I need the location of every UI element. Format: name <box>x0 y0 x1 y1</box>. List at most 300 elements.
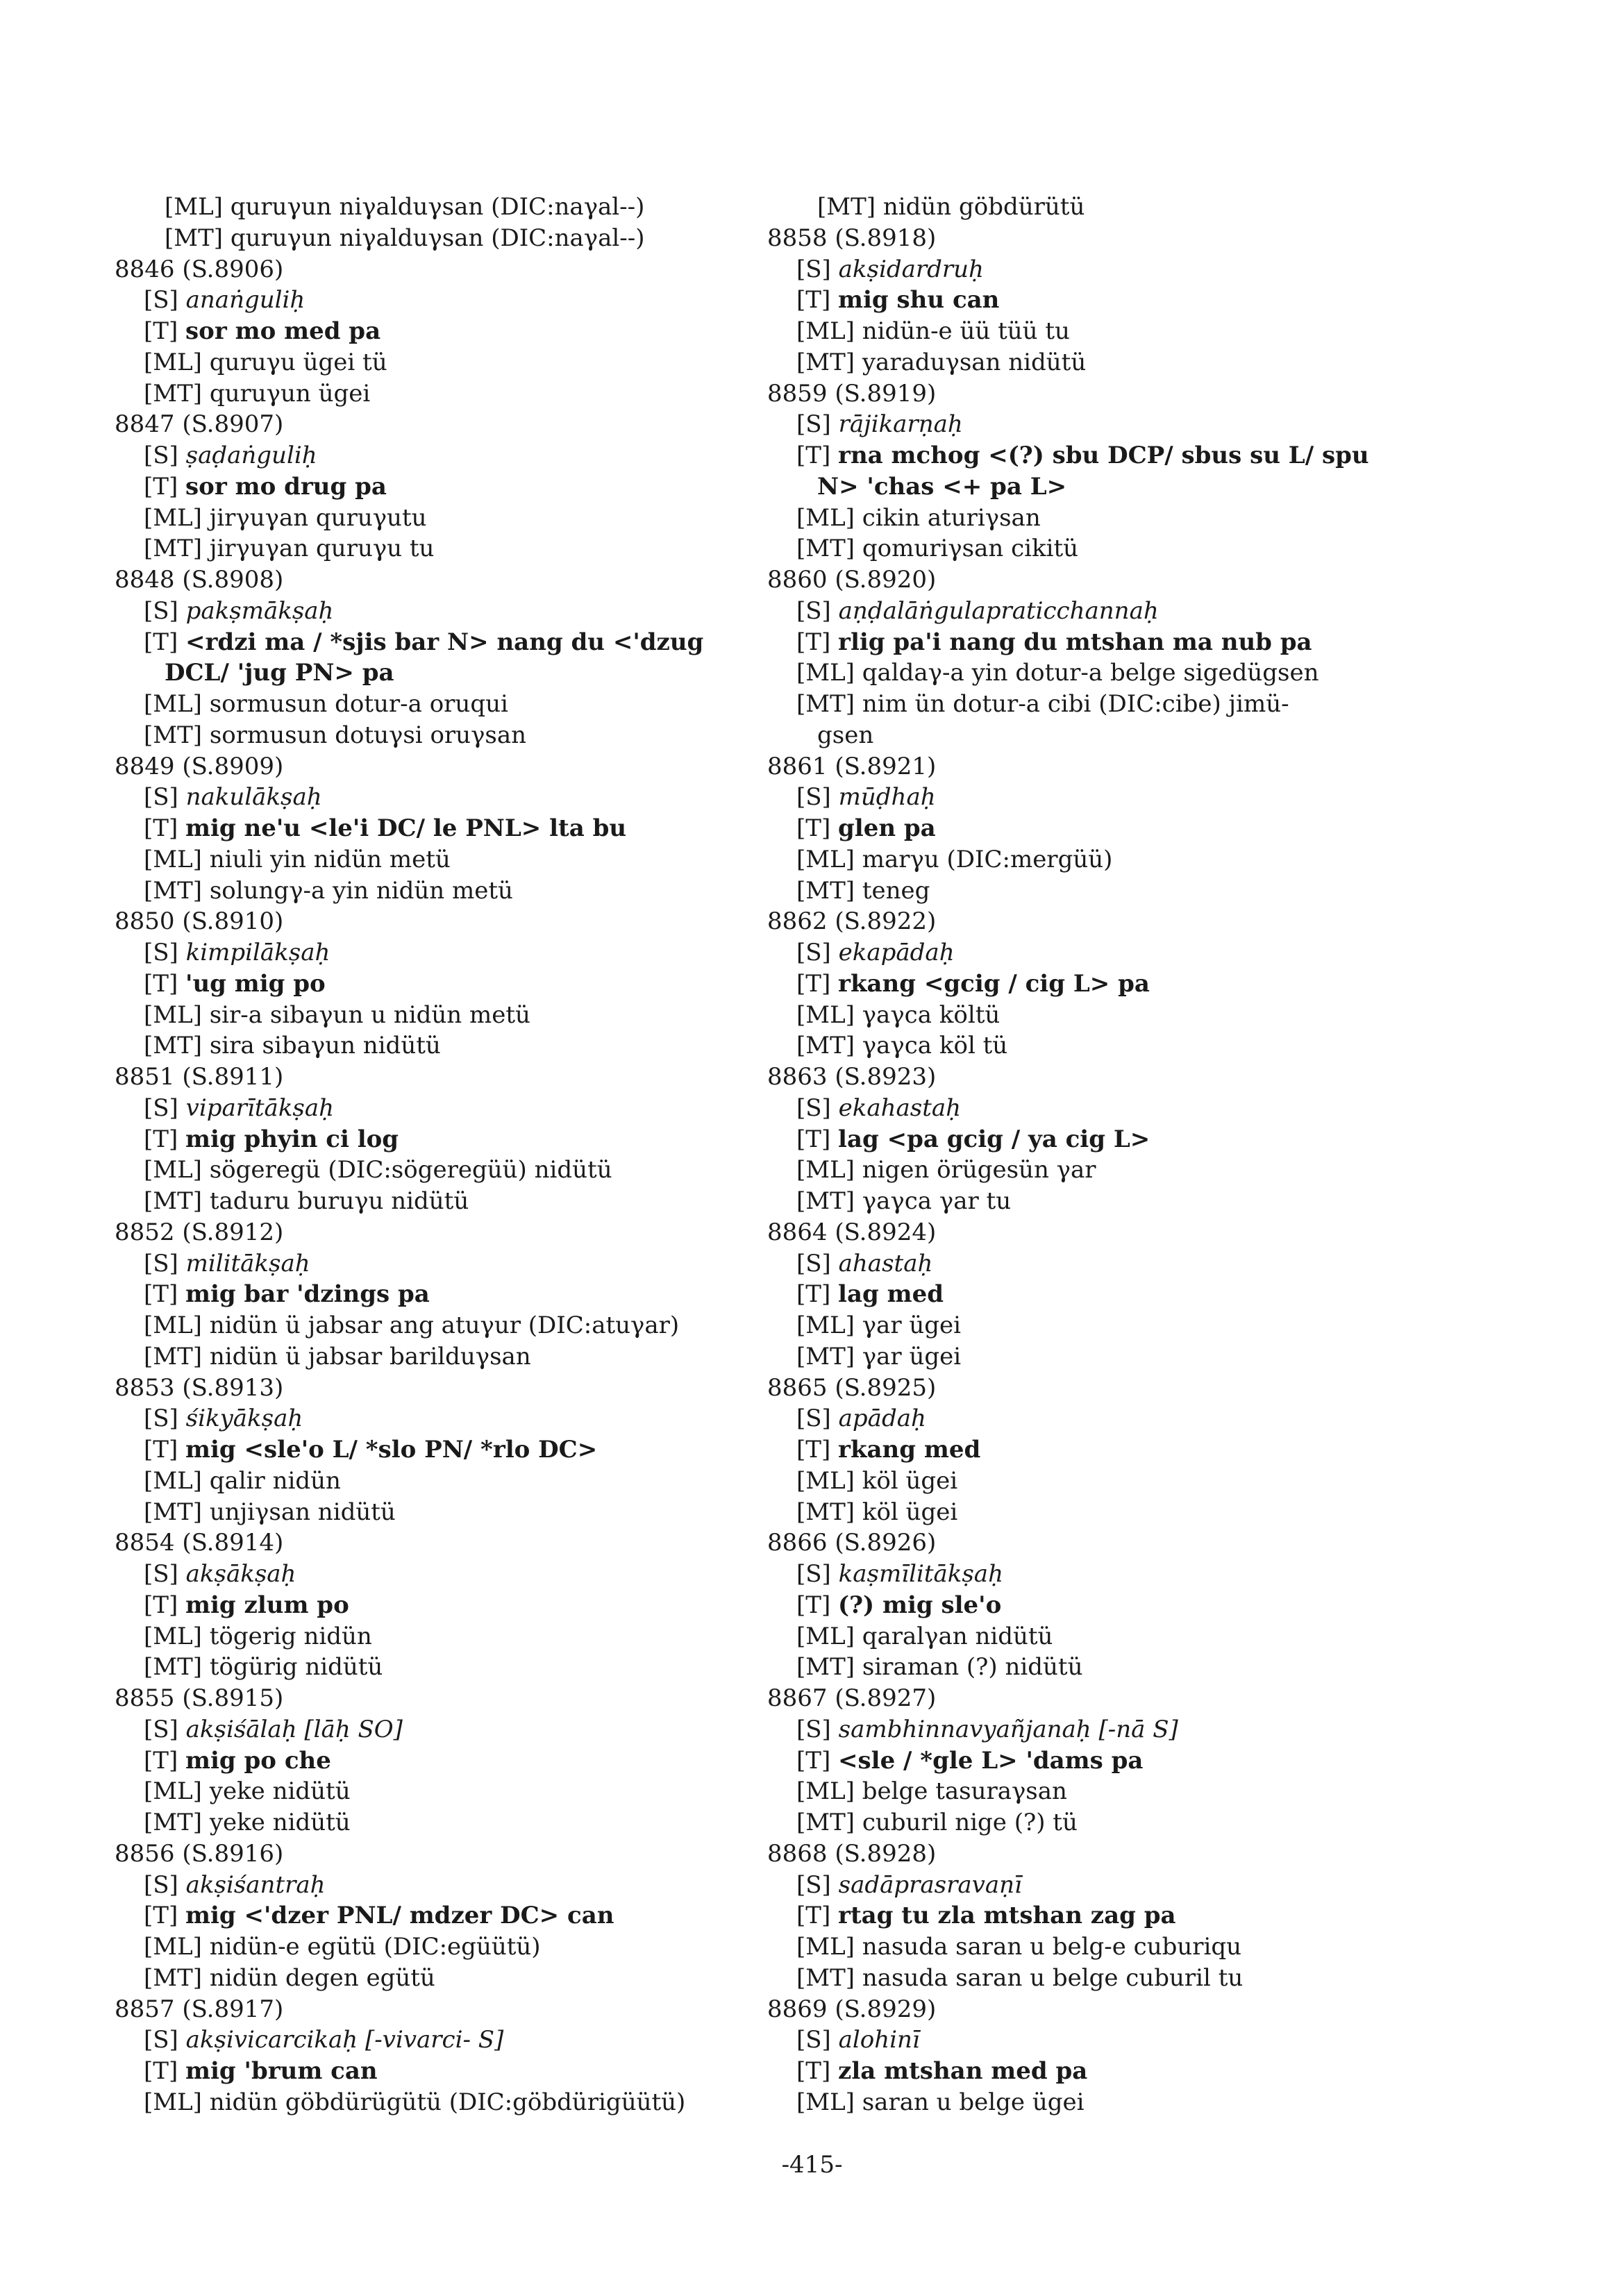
entry-number <box>108 1373 760 1404</box>
entry-text: mūḍhaḥ <box>838 783 936 812</box>
language-tag: [MT] <box>796 1809 855 1836</box>
entry-number <box>108 1683 760 1714</box>
entry-text: 8851 (S.8911) <box>115 1063 284 1091</box>
entry-text: viparītākṣaḥ <box>185 1093 335 1122</box>
language-tag: [ML] <box>144 1933 202 1961</box>
entry-text: mig zlum po <box>185 1591 349 1619</box>
language-tag: [S] <box>796 1249 831 1277</box>
language-tag: [T] <box>796 1125 831 1153</box>
entry-text: kimpilākṣaḥ <box>185 939 330 966</box>
language-tag: [S] <box>144 2026 178 2054</box>
language-tag: [ML] <box>144 348 202 376</box>
language-tag: [MT] <box>796 1032 855 1060</box>
entry-line <box>108 1466 760 1497</box>
entry-line <box>760 1248 1413 1280</box>
entry-text: pakṣmākṣaḥ <box>185 596 334 625</box>
entry-number <box>760 1683 1413 1714</box>
language-tag: [ML] <box>796 1622 855 1650</box>
language-tag: [T] <box>796 1591 831 1619</box>
entry-line <box>108 1652 760 1683</box>
entry-text: 8858 (S.8918) <box>767 224 937 252</box>
entry-text: 8854 (S.8914) <box>115 1529 284 1557</box>
entry-text: 8848 (S.8908) <box>115 566 284 594</box>
language-tag: [ML] <box>144 845 202 873</box>
language-tag: [S] <box>796 1560 831 1588</box>
entry-number <box>108 409 760 440</box>
entry-text: 8860 (S.8920) <box>767 566 937 594</box>
entry-line <box>760 2087 1413 2118</box>
entry-text: ekahastaḥ <box>838 1093 962 1122</box>
entry-line <box>760 1279 1413 1310</box>
language-tag: [S] <box>796 1093 831 1122</box>
language-tag: [T] <box>144 1436 178 1464</box>
language-tag: [ML] <box>796 1466 855 1495</box>
entry-text: <sle / *gle L> 'dams pa <box>838 1746 1144 1775</box>
entry-line <box>760 1963 1413 1994</box>
entry-text: kaṣmīlitākṣaḥ <box>838 1560 1003 1588</box>
language-tag: [ML] <box>144 1312 202 1339</box>
language-tag: [T] <box>144 1746 178 1775</box>
language-tag: [MT] <box>796 348 855 376</box>
entry-text: nidün ü jabsar barilduγsan <box>209 1342 531 1371</box>
entry-number <box>108 1527 760 1559</box>
entry-number <box>760 1373 1413 1404</box>
entry-text: nasuda saran u belg-e cuburiqu <box>862 1933 1242 1961</box>
language-tag: [T] <box>796 286 831 315</box>
entry-line <box>108 720 760 751</box>
entry-text: tögürig nidütü <box>209 1653 383 1682</box>
language-tag: [T] <box>796 1436 831 1464</box>
entry-line <box>760 409 1413 440</box>
language-tag: [MT] <box>796 1342 855 1371</box>
entry-text: akṣiśālaḥ [lāḥ SO] <box>185 1715 403 1743</box>
entry-text: jirγuγan quruγu tu <box>209 535 435 563</box>
entry-text: cikin aturiγsan <box>862 503 1041 532</box>
entry-text: sambhinnavyañjanaḥ [-nā S] <box>838 1715 1178 1743</box>
entry-line <box>760 969 1413 1000</box>
entry-line <box>108 2087 760 2118</box>
entry-text: 8866 (S.8926) <box>767 1529 937 1557</box>
entry-line <box>108 1030 760 1062</box>
entry-line <box>760 1870 1413 1901</box>
entry-text: mig phyin ci log <box>185 1125 399 1153</box>
entry-line <box>760 813 1413 844</box>
language-tag: [ML] <box>144 503 202 532</box>
language-tag: [T] <box>144 1280 178 1309</box>
language-tag: [T] <box>796 1902 831 1930</box>
entry-text: mig <sle'o L/ *slo PN/ *rlo DC> <box>185 1436 598 1464</box>
entry-line <box>108 1745 760 1777</box>
entry-line <box>108 1932 760 1963</box>
entry-text: sormusun dotur-a oruqui <box>209 690 508 718</box>
entry-text: köl ügei <box>862 1466 958 1495</box>
entry-line <box>760 1403 1413 1434</box>
language-tag: [ML] <box>796 1777 855 1806</box>
entry-text: γar ügei <box>862 1312 962 1339</box>
entry-line <box>760 1310 1413 1341</box>
language-tag: [ML] <box>796 2088 855 2116</box>
entry-number <box>760 751 1413 782</box>
entry-text: γar ügei <box>862 1342 962 1371</box>
language-tag: [S] <box>144 596 178 625</box>
entry-text: 'ug mig po <box>185 969 326 998</box>
entry-text: solungγ-a yin nidün metü <box>209 876 513 905</box>
language-tag: [ML] <box>796 1000 855 1029</box>
entry-number <box>108 1217 760 1248</box>
entry-line <box>760 1559 1413 1590</box>
language-tag: [S] <box>796 1405 831 1433</box>
language-tag: [MT] <box>796 876 855 905</box>
language-tag: [T] <box>144 1591 178 1619</box>
entry-line <box>108 1900 760 1932</box>
entry-text: anaṅguliḥ <box>185 286 305 315</box>
entry-continuation <box>760 471 1413 503</box>
language-tag: [S] <box>796 1870 831 1899</box>
entry-number <box>760 1994 1413 2025</box>
language-tag: [ML] <box>796 317 855 345</box>
language-tag: [T] <box>144 1125 178 1153</box>
entry-text: 8849 (S.8909) <box>115 752 284 780</box>
entry-line <box>108 503 760 534</box>
entry-text: sögeregü (DIC:sögeregüü) nidütü <box>209 1156 612 1184</box>
language-tag: [ML] <box>144 1466 202 1495</box>
entry-text: mig bar 'dzings pa <box>185 1280 430 1309</box>
entry-number <box>108 906 760 937</box>
language-tag: [ML] <box>144 1156 202 1184</box>
entry-line <box>108 596 760 627</box>
language-tag: [ML] <box>796 1312 855 1339</box>
entry-line <box>108 1497 760 1528</box>
entry-continuation <box>760 720 1413 751</box>
language-tag: [ML] <box>796 845 855 873</box>
entry-line <box>760 316 1413 347</box>
entry-line <box>108 1807 760 1838</box>
language-tag: [S] <box>144 783 178 812</box>
entry-continuation <box>760 192 1413 223</box>
entry-line <box>108 2025 760 2056</box>
language-tag: [MT] <box>144 1963 203 1992</box>
language-tag: [S] <box>144 1870 178 1899</box>
page-number: -415- <box>781 2151 843 2179</box>
entry-line <box>108 627 760 658</box>
entry-line <box>108 1000 760 1031</box>
language-tag: [S] <box>144 286 178 315</box>
entry-text: quruγun ügei <box>209 379 371 408</box>
language-tag: [S] <box>796 410 831 439</box>
entry-text: 8865 (S.8925) <box>767 1373 937 1402</box>
entry-text: [MT] quruγun niγalduγsan (DIC:naγal--) <box>165 224 645 252</box>
language-tag: [MT] <box>796 1187 855 1215</box>
language-tag: [S] <box>144 1560 178 1588</box>
entry-text: nidün göbdürügütü (DIC:göbdürigüütü) <box>209 2088 686 2116</box>
entry-text: qaldaγ-a yin dotur-a belge sigedügsen <box>862 659 1319 687</box>
entry-line <box>108 1279 760 1310</box>
entry-line <box>760 627 1413 658</box>
entry-line <box>108 1124 760 1155</box>
entry-text: mig po che <box>185 1746 331 1775</box>
entry-text: nidün-e egütü (DIC:egüütü) <box>209 1933 541 1961</box>
entry-text: sormusun dotuγsi oruγsan <box>209 721 527 749</box>
entry-text: 8859 (S.8919) <box>767 379 937 408</box>
entry-line <box>760 440 1413 471</box>
language-tag: [MT] <box>796 535 855 563</box>
entry-line <box>760 1186 1413 1217</box>
entry-line <box>760 1030 1413 1062</box>
entry-text: unjiγsan nidütü <box>209 1498 396 1526</box>
entry-text: nakulākṣaḥ <box>185 783 322 812</box>
entry-text: sor mo drug pa <box>185 472 387 501</box>
entry-line <box>760 347 1413 378</box>
entry-line <box>108 1434 760 1466</box>
entry-number <box>760 564 1413 596</box>
entry-text: rna mchog <(?) sbu DCP/ sbus su L/ spu <box>838 442 1369 469</box>
language-tag: [S] <box>144 939 178 966</box>
entry-line <box>108 844 760 875</box>
entry-text: tögerig nidün <box>209 1622 372 1650</box>
entry-text: mig <'dzer PNL/ mdzer DC> can <box>185 1902 614 1930</box>
entry-line <box>108 471 760 503</box>
entry-text: jirγuγan quruγutu <box>209 503 427 532</box>
entry-line <box>108 1093 760 1124</box>
entry-text: N> 'chas <+ pa L> <box>817 472 1067 501</box>
entry-line <box>760 1621 1413 1652</box>
entry-text: akṣivicarcikaḥ [-vivarci- S] <box>185 2026 504 2054</box>
entry-text: ahastaḥ <box>838 1249 933 1277</box>
entry-text: sor mo med pa <box>185 317 381 345</box>
entry-line <box>760 1745 1413 1777</box>
language-tag: [T] <box>144 628 178 656</box>
entry-line <box>108 378 760 410</box>
entry-line <box>760 533 1413 564</box>
entry-text: 8862 (S.8922) <box>767 907 937 936</box>
entry-text: glen pa <box>838 814 936 842</box>
language-tag: [MT] <box>144 535 203 563</box>
language-tag: [T] <box>796 969 831 998</box>
entry-line <box>760 1900 1413 1932</box>
language-tag: [T] <box>144 2057 178 2085</box>
entry-line <box>108 1963 760 1994</box>
entry-text: yeke nidütü <box>209 1809 351 1836</box>
language-tag: [T] <box>796 2057 831 2085</box>
entry-line <box>108 1186 760 1217</box>
entry-text: 8852 (S.8912) <box>115 1218 284 1246</box>
entry-line <box>760 2056 1413 2087</box>
entry-text: nidün-e üü tüü tu <box>862 317 1070 345</box>
entry-text: qomuriγsan cikitü <box>862 535 1079 563</box>
entry-text: apādaḥ <box>838 1405 926 1433</box>
entry-text: 8853 (S.8913) <box>115 1373 284 1402</box>
language-tag: [ML] <box>796 1156 855 1184</box>
entry-text: 8855 (S.8915) <box>115 1684 284 1712</box>
entry-number <box>760 1217 1413 1248</box>
entry-text: ṣaḍaṅguliḥ <box>185 442 317 469</box>
language-tag: [MT] <box>144 1498 203 1526</box>
entry-text: cuburil nige (?) tü <box>862 1809 1078 1836</box>
entry-text: saran u belge ügei <box>862 2088 1085 2116</box>
entry-line <box>108 1341 760 1373</box>
language-tag: [MT] <box>144 721 203 749</box>
entry-text: teneg <box>862 876 930 905</box>
entry-line <box>760 1932 1413 1963</box>
language-tag: [S] <box>144 1405 178 1433</box>
language-tag: [S] <box>796 1715 831 1743</box>
entry-text: qalir nidün <box>209 1466 341 1495</box>
left-column <box>108 192 760 2118</box>
entry-line <box>108 782 760 813</box>
entry-line <box>760 503 1413 534</box>
entry-text: 8864 (S.8924) <box>767 1218 937 1246</box>
entry-text: qaralγan nidütü <box>862 1622 1053 1650</box>
entry-text: akṣidardruḥ <box>838 255 984 283</box>
entry-line <box>108 285 760 316</box>
entry-text: sadāprasravaṇī <box>838 1870 1022 1899</box>
entry-text: 8850 (S.8910) <box>115 907 284 936</box>
entry-line <box>760 937 1413 969</box>
entry-number <box>108 1994 760 2025</box>
entry-text: militākṣaḥ <box>185 1249 310 1277</box>
entry-text: quruγu ügei tü <box>209 348 387 376</box>
entry-line <box>108 1248 760 1280</box>
entry-number <box>760 1062 1413 1093</box>
entry-line <box>760 1341 1413 1373</box>
entry-text: marγu (DIC:mergüü) <box>862 845 1113 873</box>
entry-text: [MT] nidün göbdürütü <box>817 193 1085 221</box>
entry-text: śikyākṣaḥ <box>185 1405 303 1433</box>
language-tag: [ML] <box>796 1933 855 1961</box>
entry-text: mig shu can <box>838 286 1000 315</box>
entry-text: rkang <gcig / cig L> pa <box>838 969 1150 998</box>
entry-number <box>108 254 760 285</box>
entry-text: köl ügei <box>862 1498 958 1526</box>
entry-line <box>108 937 760 969</box>
language-tag: [MT] <box>144 379 203 408</box>
language-tag: [MT] <box>144 1187 203 1215</box>
language-tag: [ML] <box>144 2088 202 2116</box>
entry-text: DCL/ 'jug PN> pa <box>165 659 394 687</box>
entry-line <box>760 1155 1413 1186</box>
entry-text: (?) mig sle'o <box>838 1591 1002 1619</box>
entry-line <box>108 533 760 564</box>
entry-line <box>760 2025 1413 2056</box>
language-tag: [S] <box>144 442 178 469</box>
entry-line <box>108 347 760 378</box>
entry-text: zla mtshan med pa <box>838 2057 1088 2085</box>
entry-text: belge tasuraγsan <box>862 1777 1067 1806</box>
entry-text: 8847 (S.8907) <box>115 410 284 439</box>
entry-number <box>108 1062 760 1093</box>
language-tag: [T] <box>796 814 831 842</box>
entry-text: rkang med <box>838 1436 981 1464</box>
entry-line <box>760 875 1413 907</box>
entry-number <box>108 1838 760 1870</box>
entry-line <box>760 285 1413 316</box>
entry-line <box>760 1807 1413 1838</box>
entry-line <box>760 1093 1413 1124</box>
entry-text: 8846 (S.8906) <box>115 255 284 283</box>
entry-text: nim ün dotur-a cibi (DIC:cibe) jimü- <box>862 690 1289 718</box>
entry-line <box>760 1124 1413 1155</box>
entry-number <box>760 1527 1413 1559</box>
entry-text: siraman (?) nidütü <box>862 1653 1083 1682</box>
language-tag: [S] <box>144 1249 178 1277</box>
entry-text: γaγca γar tu <box>862 1187 1012 1215</box>
entry-continuation <box>108 657 760 689</box>
entry-text: mig ne'u <le'i DC/ le PNL> lta bu <box>185 814 627 842</box>
entry-line <box>108 316 760 347</box>
language-tag: [T] <box>144 317 178 345</box>
entry-line <box>108 1559 760 1590</box>
entry-line <box>760 254 1413 285</box>
entry-text: γaγca köl tü <box>862 1032 1008 1060</box>
entry-line <box>760 1714 1413 1745</box>
entry-line <box>760 782 1413 813</box>
entry-text: 8868 (S.8928) <box>767 1839 937 1868</box>
entry-text: γaγca költü <box>862 1000 1001 1029</box>
entry-text: nidün ü jabsar ang atuγur (DIC:atuγar) <box>209 1312 680 1339</box>
language-tag: [MT] <box>796 1963 855 1992</box>
entry-text: aṇḍalāṅgulapraticchannaḥ <box>838 596 1159 625</box>
language-tag: [S] <box>796 2026 831 2054</box>
entry-line <box>760 689 1413 720</box>
entry-line <box>760 1000 1413 1031</box>
language-tag: [T] <box>144 472 178 501</box>
entry-text: gsen <box>817 721 874 749</box>
entry-text: taduru buruγu nidütü <box>209 1187 469 1215</box>
entry-number <box>760 223 1413 254</box>
entry-text: niuli yin nidün metü <box>209 845 451 873</box>
entry-text: <rdzi ma / *sjis bar N> nang du <'dzug <box>185 628 704 656</box>
entry-text: lag <pa gcig / ya cig L> <box>838 1125 1150 1153</box>
language-tag: [T] <box>796 442 831 469</box>
language-tag: [ML] <box>796 659 855 687</box>
language-tag: [MT] <box>144 1809 203 1836</box>
entry-text: akṣākṣaḥ <box>185 1560 296 1588</box>
language-tag: [T] <box>144 969 178 998</box>
entry-line <box>108 1155 760 1186</box>
entry-line <box>760 1590 1413 1621</box>
entry-text: 8856 (S.8916) <box>115 1839 284 1868</box>
entry-line <box>760 844 1413 875</box>
language-tag: [ML] <box>144 1622 202 1650</box>
entry-line <box>108 2056 760 2087</box>
entry-line <box>108 1621 760 1652</box>
entry-line <box>108 1714 760 1745</box>
language-tag: [MT] <box>796 1653 855 1682</box>
entry-text: rlig pa'i nang du mtshan ma nub pa <box>838 628 1312 656</box>
entry-line <box>760 1776 1413 1807</box>
language-tag: [MT] <box>144 1032 203 1060</box>
language-tag: [S] <box>144 1093 178 1122</box>
entry-number <box>760 906 1413 937</box>
entry-text: akṣiśantraḥ <box>185 1870 326 1899</box>
entry-text: 8861 (S.8921) <box>767 752 937 780</box>
entry-line <box>108 1776 760 1807</box>
language-tag: [ML] <box>144 1777 202 1806</box>
entry-text: nidün degen egütü <box>209 1963 435 1992</box>
entry-line <box>108 969 760 1000</box>
language-tag: [T] <box>144 814 178 842</box>
language-tag: [ML] <box>144 690 202 718</box>
entry-text: rtag tu zla mtshan zag pa <box>838 1902 1176 1930</box>
entry-text: 8869 (S.8929) <box>767 1995 937 2023</box>
language-tag: [T] <box>144 1902 178 1930</box>
right-column <box>760 192 1413 2118</box>
language-tag: [MT] <box>144 1342 203 1371</box>
entry-text: sir-a sibaγun u nidün metü <box>209 1000 530 1029</box>
entry-text: nasuda saran u belge cuburil tu <box>862 1963 1244 1992</box>
entry-continuation <box>108 223 760 254</box>
entry-text: mig 'brum can <box>185 2057 378 2085</box>
